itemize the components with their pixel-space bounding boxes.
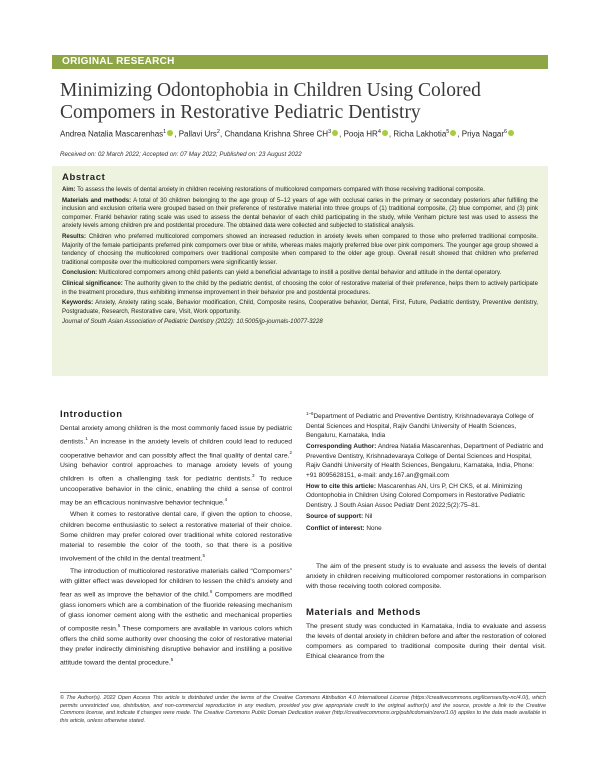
text: The introduction of multicolored restorative materials called “Compomers” with glitter effect was developed for children to lessen the child's anxiety and fear as well as improve the behavior of the child. — [60, 567, 292, 599]
citation[interactable]: 3 — [251, 473, 255, 479]
author-sup: 4 — [377, 129, 381, 135]
label: How to cite this article: — [306, 482, 376, 490]
abstract-clinical-significance — [62, 280, 538, 297]
abstract-box — [52, 166, 548, 376]
text: An increase in the anxiety levels of children could lead to reduced cooperative behavior and can possibly affect the final quality of dental care. — [60, 438, 292, 459]
text: A total of 30 children belonging to the age group of 5–12 years of age with occlusal caries in the primary or secondary posteriors after fulfilling the inclusion and exclusion criteria were grouped based on their preference of restorative material into three groups of (1) traditional composite, (2) blue compomer, and (3) pink compomer. Frankl behavior rating scale was used to assess the dental behavior of each child participating in the study, while Venham picture test was used to assess the anxiety levels among children pre and postdental procedure. The obtained data were collected and subjected to statistical analysis. — [62, 196, 539, 230]
text: Dental anxiety among children is the most commonly faced issue by pediatric dentists. — [60, 425, 292, 446]
text: To reduce uncooperative behavior in the clinic, enabling the child a sense of control may be an efficacious noninvasive behavior technique. — [60, 475, 292, 507]
abstract-heading: Abstract — [62, 172, 106, 183]
label: Conclusion: — [62, 269, 98, 277]
citation[interactable]: 5 — [202, 553, 205, 559]
author-name: Pallavi Urs — [178, 129, 217, 139]
text: Mascarenhas AN, Urs P, CH CKS, et al. Minimizing Odontophobia in Children Using Colored Compomers in Restorative Pediatric Dentistry. J South Asian Assoc Pediatr Dent 2022;5(2):75–81. — [306, 482, 525, 509]
orcid-icon[interactable] — [382, 130, 388, 136]
left-column — [60, 409, 292, 670]
source-of-support — [306, 512, 546, 521]
corresponding-author — [306, 442, 546, 480]
citation[interactable]: 2 — [289, 449, 292, 455]
label: Source of support: — [306, 513, 364, 521]
methods-paragraph: The present study was conducted in Karnataka, India to evaluate and assess the levels of dental anxiety in children before and after the restoration of colored compomers as compared to traditional composite during their dental visit. Ethical clearance from the — [306, 622, 546, 661]
orcid-icon[interactable] — [508, 130, 514, 136]
publication-dates: Received on: 02 March 2022; Accepted on: 07 May 2022; Published on: 23 August 2022 — [60, 151, 302, 158]
citation[interactable]: 1 — [85, 436, 88, 442]
text: Nil — [364, 513, 373, 521]
abstract-methods — [62, 197, 538, 231]
author-name: Andrea Natalia Mascarenhas — [60, 129, 164, 139]
author-sup: 6 — [504, 129, 508, 135]
orcid-icon[interactable] — [167, 130, 173, 136]
how-to-cite — [306, 482, 546, 510]
text: When it comes to restorative dental care, if given the option to choose, children become enthusiastic to select a restorative material of their choice. Some children may prefer colored over traditional white colored restorative material to resemble the color of the tooth, so that there is a positive involvement of the child in the dental treatment. — [60, 511, 292, 563]
text: To assess the levels of dental anxiety in children receiving restorations of multicolored compomers compared with those receiving traditional composite. — [77, 186, 485, 193]
author-sup: 3 — [328, 129, 332, 135]
abstract-results — [62, 233, 538, 267]
author-sup: 1 — [163, 129, 167, 135]
text: Andrea Natalia Mascarenhas, Department of Pediatric and Preventive Dentistry, Krishnadevaraya College of Dental Sciences and Hospital, Rajiv Gandhi University of Health Sciences, Bengaluru, Karnataka, India, Phone: +91 8095628151, e-mail: andy.167.an@gmail.com — [306, 443, 544, 479]
label: Corresponding Author: — [306, 443, 377, 451]
journal-citation[interactable]: Journal of South Asian Association of Pediatric Dentistry (2022): 10.5005/jp-journals-10077-3228 — [62, 318, 323, 326]
text: Anxiety, Anxiety rating scale, Behavior modification, Child, Composite resins, Cooperative behavior, Dental, First, Future, Pediatric dentistry, Preventive dentistry, Postgraduate, Research, Restorative care, Visit, Work opportunity. — [62, 299, 538, 315]
orcid-icon[interactable] — [332, 130, 338, 136]
text: These compomers are available in various colors which offers the child some authority over choosing the color of restorative material they prefer indirectly diminishing disruptive behavior and instilling a positive attitude toward the dental procedure. — [60, 625, 292, 667]
author-sup: 5 — [446, 129, 450, 135]
label: Clinical significance: — [62, 279, 123, 287]
citation[interactable]: 4 — [224, 497, 228, 503]
abstract-aim — [62, 186, 538, 195]
affiliation-sup: 1–6 — [306, 411, 314, 416]
affiliation — [306, 409, 546, 440]
intro-paragraph-1 — [60, 424, 292, 508]
intro-paragraph-2 — [60, 510, 292, 564]
text: Department of Pediatric and Preventive Dentistry, Krishnadevaraya College of Dental Sciences and Hospital, Rajiv Gandhi University of Health Sciences, Bengaluru, Karnataka, India — [306, 413, 534, 439]
footer-divider — [60, 692, 546, 693]
article-type-banner: ORIGINAL RESEARCH — [52, 55, 548, 69]
label: Aim: — [62, 186, 76, 193]
label: Keywords: — [62, 299, 94, 307]
right-column-body — [306, 562, 546, 664]
author-name: Richa Lakhotia — [393, 129, 447, 139]
methods-heading: Materials and Methods — [306, 606, 422, 618]
text: The authority given to the child by the pediatric dentist, of choosing the color of restorative material of their preference, helps them to actively participate in the treatment procedure, thus exhibiting immense improvement in their behavior pre and postdental procedures. — [62, 279, 538, 296]
label: Materials and methods: — [62, 196, 132, 204]
author-name: Pooja HR — [343, 129, 378, 139]
conflict-of-interest — [306, 524, 546, 533]
author-name: Priya Nagar — [461, 129, 505, 139]
orcid-icon[interactable] — [450, 130, 456, 136]
author-sup: 2 — [216, 129, 220, 135]
text: Compomers are modified glass ionomers which are a combination of the fluoride releasing mechanism of glass ionomer cement along with the esthetic and mechanical properties of composite resin. — [60, 591, 292, 633]
right-column-affiliations — [306, 409, 546, 535]
citation[interactable]: 5 — [170, 656, 174, 662]
abstract-conclusion — [62, 269, 538, 278]
author-name: Chandana Krishna Shree CH — [224, 129, 329, 139]
license-statement: © The Author(s). 2022 Open Access This article is distributed under the terms of the Creative Commons Attribution 4.0 International License (https://creativecommons.org/licenses/by-nc/4.0/), which permits unrestricted use, distribution, and non-commercial reproduction in any medium, provided you give appropriate credit to the original author(s) and the source, provide a link to the Creative Commons license, and indicate if changes were made. The Creative Commons Public Domain Dedication waiver (http://creativecommons.org/publicdomain/zero/1.0/) applies to the data made available in this article, unless otherwise stated. — [60, 695, 546, 724]
introduction-heading: Introduction — [60, 409, 123, 420]
text: Children who preferred multicolored compomers showed an increased reduction in anxiety levels when compared to those who preferred traditional composite. Majority of the female participants preferred pink compomers over blue or white, whereas males majorly preferred blue over pink compomers. The younger age group showed a tendency of choosing the multicolored compomers over traditional composite when compared to the older age group. Overall result showed that children who preferred traditional composite over the multicolored compomers were significantly lesser. — [62, 232, 538, 266]
text: Multicolored compomers among child patients can yield a beneficial advantage to instill a positive dental behavior and attitude in the dental operatory. — [98, 269, 502, 277]
abstract-keywords — [62, 299, 538, 316]
aim-paragraph: The aim of the present study is to evaluate and assess the levels of dental anxiety in children receiving multicolored compomer restorations in comparison with those receiving tooth colored composite. — [306, 563, 546, 591]
citation[interactable]: 6 — [209, 589, 213, 595]
text: Using behavior control approaches to manage anxiety levels of young children is often a challenging task for pediatric dentists. — [60, 462, 292, 483]
label: Results: — [62, 232, 87, 240]
citation[interactable]: 5 — [117, 623, 121, 629]
label: Conflict of interest: — [306, 524, 365, 532]
article-title: Minimizing Odontophobia in Children Using Colored Compomers in Restorative Pediatric Dentistry — [60, 80, 481, 123]
intro-paragraph-3 — [60, 567, 292, 669]
author-list: Andrea Natalia Mascarenhas$^1$ , Pallavi Urs$^2$, Chandana Krishna Shree $CH^3$ , Pooja $HR^4$ , Richa Lakhotia$^5$ , Priya Nagar$^6$ — [60, 127, 550, 140]
text: None — [366, 524, 382, 532]
